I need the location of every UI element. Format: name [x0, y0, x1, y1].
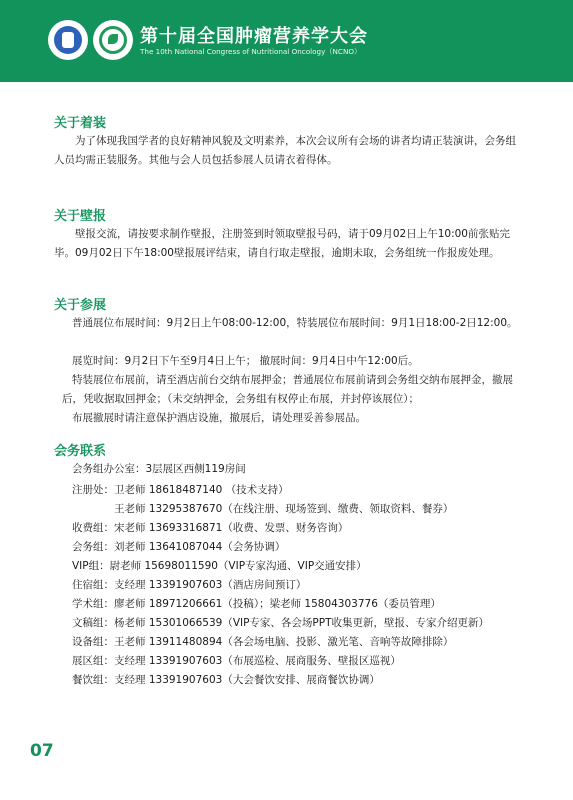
congress-logo-icon — [93, 20, 133, 60]
exhibit-line-setup: 普通展位布展时间：9月2日上午08:00-12:00，特装展位布展时间：9月1日18:00-2日12:00。 — [72, 317, 518, 329]
contact-row: 收费组：宋老师 13693316871（收费、发票、财务咨询） — [72, 522, 349, 534]
poster-text: 壁报交流，请按要求制作壁报，注册签到时领取壁报号码，请于09月02日上午10:00前张贴完毕。09月02日下午18:00壁报展评结束，请自行取走壁报，逾期未取，会务组统一作报废处理。 — [54, 228, 510, 259]
contact-row: 注册处：卫老师 18618487140 （技术支持） — [72, 484, 289, 496]
contact-office: 会务组办公室：3层展区西侧119房间 — [72, 463, 246, 475]
page-number: 07 — [30, 741, 54, 761]
header-banner — [0, 0, 573, 82]
exhibit-line-care: 布展撤展时请注意保护酒店设施，撤展后，请处理妥善参展品。 — [72, 412, 366, 424]
contact-row: 王老师 13295387670（在线注册、现场签到、缴费、领取资料、餐券） — [114, 503, 454, 515]
exhibit-heading: 关于参展 — [54, 298, 107, 313]
contact-row: 学术组：廖老师 18971206661（投稿）；梁老师 15804303776（委员管理） — [72, 598, 441, 610]
contact-row: 设备组：王老师 13911480894（各会场电脑、投影、激光笔、音响等故障排除） — [72, 636, 454, 648]
congress-subtitle: The 10th National Congress of Nutritional Oncology（NCNO） — [140, 47, 362, 56]
contact-row: 会务组：刘老师 13641087044（会务协调） — [72, 541, 286, 553]
exhibit-line-schedule: 展览时间：9月2日下午至9月4日上午； 撤展时间：9月4日中午12:00后。 — [72, 355, 419, 367]
society-logo-icon — [48, 20, 88, 60]
exhibit-line-deposit: 特装展位布展前，请至酒店前台交纳布展押金；普通展位布展前请到会务组交纳布展押金，撤展后，凭收据取回押金；（未交纳押金，会务组有权停止布展，并封停该展位）； — [62, 374, 513, 405]
attire-text: 为了体现我国学者的良好精神风貌及文明素养，本次会议所有会场的讲者均请正装演讲，会务组人员均需正装服务。其他与会人员包括参展人员请衣着得体。 — [54, 135, 516, 166]
contact-heading: 会务联系 — [54, 444, 107, 459]
contact-row: 文稿组：杨老师 15301066539（VIP专家、各会场PPT收集更新，壁报、专家介绍更新） — [72, 617, 490, 629]
congress-title: 第十届全国肿瘤营养学大会 — [140, 26, 368, 47]
contact-row: 餐饮组：支经理 13391907603（大会餐饮安排、展商餐饮协调） — [72, 674, 380, 686]
attire-heading: 关于着装 — [54, 116, 107, 131]
poster-heading: 关于壁报 — [54, 209, 107, 224]
contact-row: VIP组：尉老师 15698011590（VIP专家沟通、VIP交通安排） — [72, 560, 367, 572]
contact-row: 住宿组：支经理 13391907603（酒店房间预订） — [72, 579, 307, 591]
contact-row: 展区组：支经理 13391907603（布展巡检、展商服务、壁报区巡视） — [72, 655, 401, 667]
